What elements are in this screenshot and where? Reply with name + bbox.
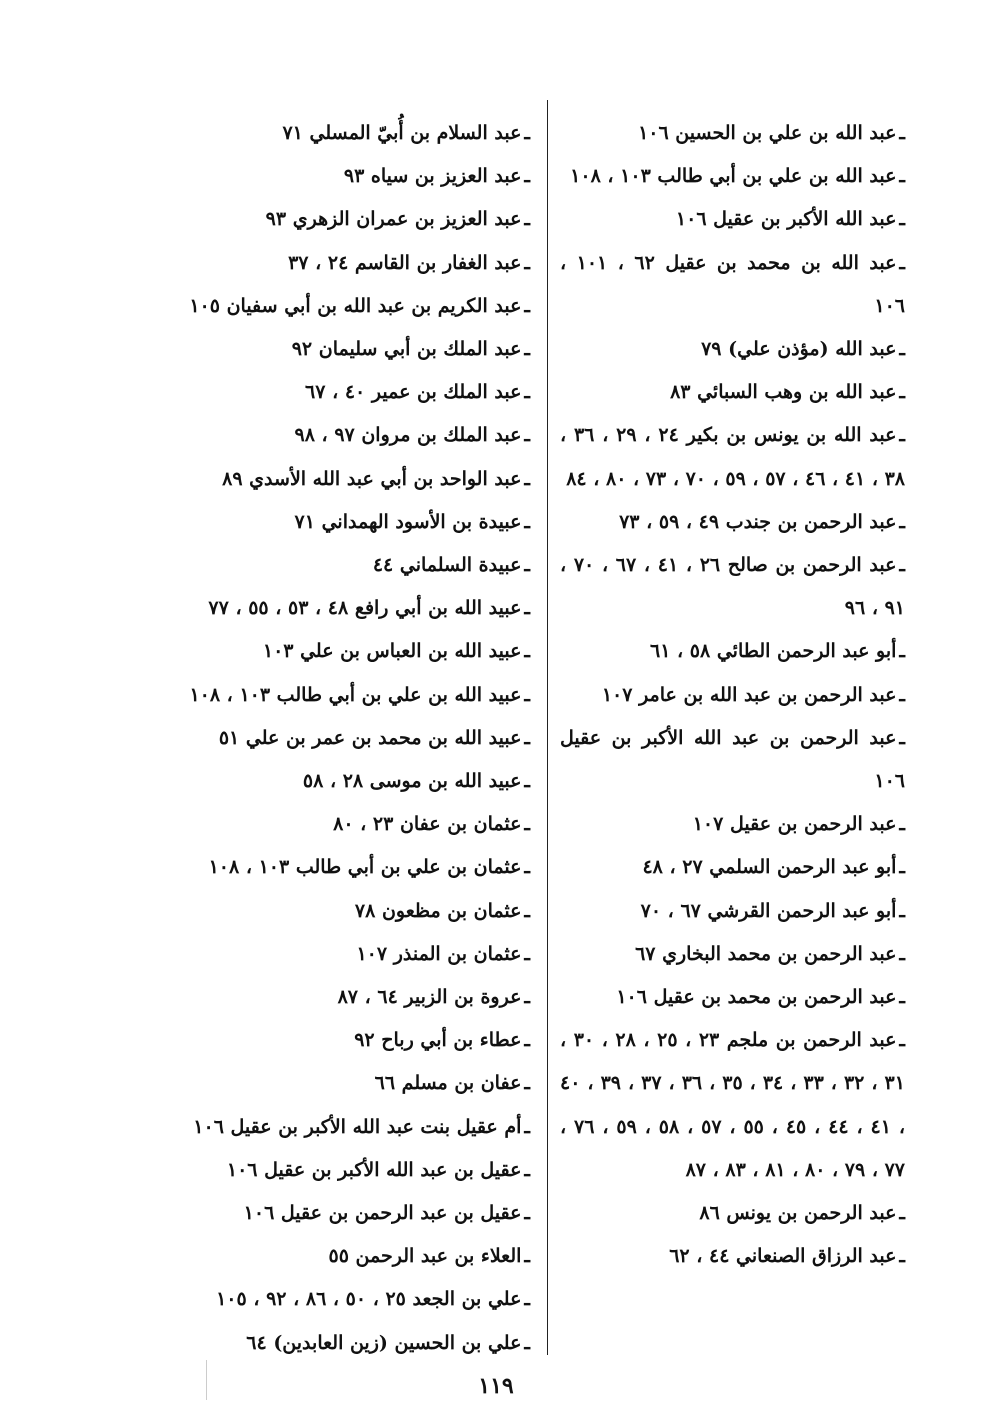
entry-dash: ـ (524, 294, 530, 317)
entry-dash: ـ (524, 986, 530, 1009)
entry-dash: ـ (524, 424, 530, 447)
entry-dash: ـ (899, 554, 905, 577)
index-entry: ـعبد الرزاق الصنعاني ٤٤ ، ٦٢ (560, 1235, 905, 1278)
entry-dash: ـ (524, 1202, 530, 1225)
entry-dash: ـ (524, 1158, 530, 1181)
entry-dash: ـ (899, 381, 905, 404)
index-entry: ـعبد الرحمن بن ملجم ٢٣ ، ٢٥ ، ٢٨ ، ٣٠ ، ٣١ ، ٣٢ ، ٣٣ ، ٣٤ ، ٣٥ ، ٣٦ ، ٣٧ ، ٣٩ ، ٤٠ ، ٤١ ، ٤٤ ، ٤٥ ، ٥٥ ، ٥٧ ، ٥٨ ، ٥٩ ، ٧٦ ، ٧٧ ، ٧٩ ، ٨٠ ، ٨١ ، ٨٣ ، ٨٧ (560, 1019, 905, 1192)
index-entry: ـعبيدة بن الأسود الهمداني ٧١ (160, 501, 530, 544)
column-divider (547, 100, 548, 1355)
entry-dash: ـ (899, 942, 905, 965)
entry-dash: ـ (524, 510, 530, 533)
entry-dash: ـ (524, 1288, 530, 1311)
index-entry: ـعبيد الله بن علي بن أبي طالب ١٠٣ ، ١٠٨ (160, 674, 530, 717)
entry-dash: ـ (524, 165, 530, 188)
index-column-left (160, 112, 530, 1365)
index-entry: ـعبد السلام بن أُبيّ المسلي ٧١ (160, 112, 530, 155)
index-entry: ـعبد الكريم بن عبد الله بن أبي سفيان ١٠٥ (160, 285, 530, 328)
index-entry: ـعبد الرحمن بن عبد الله بن عامر ١٠٧ (560, 674, 905, 717)
index-entry: ـأبو عبد الرحمن القرشي ٦٧ ، ٧٠ (560, 890, 905, 933)
entry-dash: ـ (524, 251, 530, 274)
index-entry: ـعفان بن مسلم ٦٦ (160, 1062, 530, 1105)
index-entry: ـعقيل بن عبد الله الأكبر بن عقيل ١٠٦ (160, 1149, 530, 1192)
index-entry: ـعبد الملك بن مروان ٩٧ ، ٩٨ (160, 414, 530, 457)
entry-dash: ـ (899, 856, 905, 879)
index-column-right (560, 112, 905, 1278)
index-entry: ـعقيل بن عبد الرحمن بن عقيل ١٠٦ (160, 1192, 530, 1235)
entry-dash: ـ (524, 683, 530, 706)
index-entry: ـعبد الرحمن بن عقيل ١٠٧ (560, 803, 905, 846)
entry-dash: ـ (899, 813, 905, 836)
index-entry: ـعلي بن الجعد ٢٥ ، ٥٠ ، ٨٦ ، ٩٢ ، ١٠٥ (160, 1278, 530, 1321)
index-entry: ـعطاء بن أبي رباح ٩٢ (160, 1019, 530, 1062)
entry-dash: ـ (899, 338, 905, 361)
entry-dash: ـ (899, 510, 905, 533)
index-entry: ـعبد الله بن علي بن أبي طالب ١٠٣ ، ١٠٨ (560, 155, 905, 198)
index-entry: ـعبيد الله بن أبي رافع ٤٨ ، ٥٣ ، ٥٥ ، ٧٧ (160, 587, 530, 630)
index-entry: ـعثمان بن المنذر ١٠٧ (160, 933, 530, 976)
entry-dash: ـ (899, 726, 905, 749)
index-entry: ـعثمان بن عفان ٢٣ ، ٨٠ (160, 803, 530, 846)
index-entry: ـعبد الله الأكبر بن عقيل ١٠٦ (560, 198, 905, 241)
entry-dash: ـ (899, 986, 905, 1009)
index-entry: ـعبد الرحمن بن عبد الله الأكبر بن عقيل ١٠٦ (560, 717, 905, 803)
entry-dash: ـ (524, 899, 530, 922)
entry-dash: ـ (524, 381, 530, 404)
entry-dash: ـ (524, 1331, 530, 1354)
index-entry: ـعبد الرحمن بن صالح ٢٦ ، ٤١ ، ٦٧ ، ٧٠ ، ٩١ ، ٩٦ (560, 544, 905, 630)
index-entry: ـعبيد الله بن محمد بن عمر بن علي ٥١ (160, 717, 530, 760)
index-entry: ـأم عقيل بنت عبد الله الأكبر بن عقيل ١٠٦ (160, 1106, 530, 1149)
index-entry: ـعبد الرحمن بن محمد البخاري ٦٧ (560, 933, 905, 976)
entry-dash: ـ (524, 813, 530, 836)
entry-dash: ـ (524, 467, 530, 490)
index-entry: ـأبو عبد الرحمن الطائي ٥٨ ، ٦١ (560, 630, 905, 673)
entry-dash: ـ (899, 640, 905, 663)
index-entry: ـعبد الله بن يونس بن بكير ٢٤ ، ٢٩ ، ٣٦ ، ٣٨ ، ٤١ ، ٤٦ ، ٥٧ ، ٥٩ ، ٧٠ ، ٧٣ ، ٨٠ ، ٨٤ (560, 414, 905, 500)
entry-dash: ـ (524, 726, 530, 749)
index-entry: ـعبيد الله بن موسى ٢٨ ، ٥٨ (160, 760, 530, 803)
index-entry: ـعبد الرحمن بن يونس ٨٦ (560, 1192, 905, 1235)
entry-dash: ـ (899, 899, 905, 922)
entry-dash: ـ (524, 1115, 530, 1138)
entry-dash: ـ (524, 122, 530, 144)
index-entry: ـعبد الرحمن بن محمد بن عقيل ١٠٦ (560, 976, 905, 1019)
page-number: ١١٩ (478, 1373, 514, 1399)
entry-dash: ـ (524, 1029, 530, 1052)
entry-dash: ـ (899, 122, 905, 144)
index-entry: ـعبد الله (مؤذن علي) ٧٩ (560, 328, 905, 371)
index-entry: ـعثمان بن علي بن أبي طالب ١٠٣ ، ١٠٨ (160, 846, 530, 889)
index-entry: ـعبيد الله بن العباس بن علي ١٠٣ (160, 630, 530, 673)
index-entry: ـعبد الرحمن بن جندب ٤٩ ، ٥٩ ، ٧٣ (560, 501, 905, 544)
entry-dash: ـ (899, 251, 905, 274)
entry-dash: ـ (899, 208, 905, 231)
index-entry: ـعبد العزيز بن سياه ٩٣ (160, 155, 530, 198)
index-entry: ـعبد الغفار بن القاسم ٢٤ ، ٣٧ (160, 242, 530, 285)
entry-dash: ـ (899, 165, 905, 188)
entry-dash: ـ (524, 640, 530, 663)
entry-dash: ـ (899, 683, 905, 706)
index-entry: ـعثمان بن مظعون ٧٨ (160, 890, 530, 933)
index-entry: ـالعلاء بن عبد الرحمن ٥٥ (160, 1235, 530, 1278)
index-entry: ـعروة بن الزبير ٦٤ ، ٨٧ (160, 976, 530, 1019)
entry-dash: ـ (524, 554, 530, 577)
entry-dash: ـ (899, 1245, 905, 1268)
entry-dash: ـ (524, 208, 530, 231)
index-entry: ـعلي بن الحسين (زين العابدين) ٦٤ (160, 1322, 530, 1365)
index-entry: ـعبد الله بن محمد بن عقيل ٦٢ ، ١٠١ ، ١٠٦ (560, 242, 905, 328)
index-entry: ـعبد العزيز بن عمران الزهري ٩٣ (160, 198, 530, 241)
entry-dash: ـ (524, 597, 530, 620)
index-entry: ـأبو عبد الرحمن السلمي ٢٧ ، ٤٨ (560, 846, 905, 889)
index-entry: ـعبد الواحد بن أبي عبد الله الأسدي ٨٩ (160, 458, 530, 501)
entry-dash: ـ (524, 856, 530, 879)
entry-dash: ـ (899, 1202, 905, 1225)
entry-dash: ـ (524, 770, 530, 793)
entry-dash: ـ (524, 1245, 530, 1268)
index-entry: ـعبيدة السلماني ٤٤ (160, 544, 530, 587)
entry-dash: ـ (524, 1072, 530, 1095)
index-entry: ـعبد الله بن علي بن الحسين ١٠٦ (560, 112, 905, 155)
entry-dash: ـ (899, 1029, 905, 1052)
index-entry: ـعبد الله بن وهب السبائي ٨٣ (560, 371, 905, 414)
entry-dash: ـ (899, 424, 905, 447)
index-entry: ـعبد الملك بن أبي سليمان ٩٢ (160, 328, 530, 371)
entry-dash: ـ (524, 942, 530, 965)
index-entry: ـعبد الملك بن عمير ٤٠ ، ٦٧ (160, 371, 530, 414)
entry-dash: ـ (524, 338, 530, 361)
